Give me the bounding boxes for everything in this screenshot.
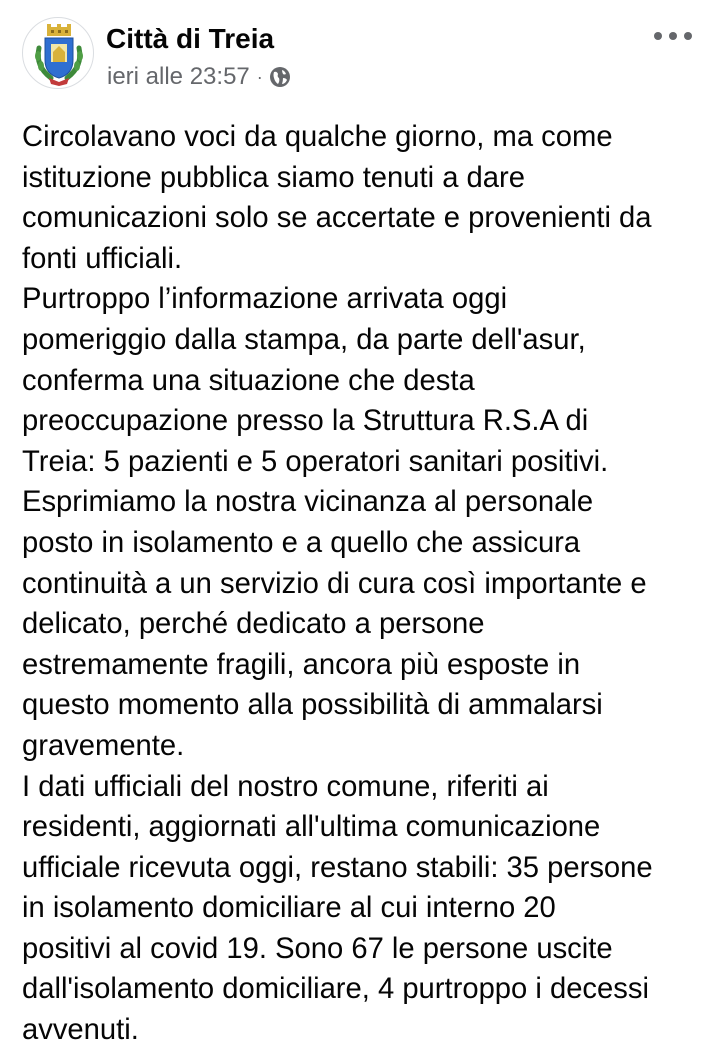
post-text-line: questo momento alla possibilità di ammalarsi: [22, 689, 603, 722]
post-text-line: continuità a un servizio di cura così importante e: [22, 567, 647, 600]
globe-icon[interactable]: [269, 66, 291, 88]
post-text-line: gravemente.: [22, 729, 185, 762]
post-text-line: in isolamento domiciliare al cui interno 20: [22, 892, 556, 925]
dot: [669, 32, 677, 40]
post-text-line: positivi al covid 19. Sono 67 le persone uscite: [22, 932, 613, 965]
post-text-line: conferma una situazione che desta: [22, 364, 475, 397]
post-text-line: istituzione pubblica siamo tenuti a dare: [22, 161, 525, 194]
page-name[interactable]: Città di Treia: [106, 23, 275, 54]
post-text-line: avvenuti.: [22, 1014, 139, 1047]
page-avatar[interactable]: [22, 17, 94, 89]
post-text-line: ufficiale ricevuta oggi, restano stabili: 35 persone: [22, 851, 653, 884]
post-text-line: posto in isolamento e a quello che assicura: [22, 526, 581, 559]
post-text-line: Purtroppo l’informazione arrivata oggi: [22, 283, 508, 316]
post-text-line: delicato, perché dedicato a persone: [22, 608, 485, 641]
post-text-line: Esprimiamo la nostra vicinanza al personale: [22, 486, 594, 519]
post-text-line: pomeriggio dalla stampa, da parte dell'asur,: [22, 323, 586, 356]
post-meta: [107, 62, 291, 92]
post-text-line: dall'isolamento domiciliare, 4 purtroppo i decessi: [22, 973, 649, 1006]
post-text-line: I dati ufficiali del nostro comune, riferiti ai: [22, 770, 549, 803]
post-timestamp[interactable]: ieri alle 23:57: [107, 63, 250, 90]
post-text-line: fonti ufficiali.: [22, 242, 183, 275]
post-text-line: residenti, aggiornati all'ultima comunicazione: [22, 811, 601, 844]
coat-of-arms-icon: [23, 18, 94, 89]
dot: [654, 32, 662, 40]
dot: [684, 32, 692, 40]
post-text-line: preoccupazione presso la Struttura R.S.A di: [22, 405, 589, 438]
post-text-line: estremamente fragili, ancora più esposte in: [22, 648, 581, 681]
post-text-line: Treia: 5 pazienti e 5 operatori sanitari positivi.: [22, 445, 609, 478]
post-text-line: Circolavano voci da qualche giorno, ma come: [22, 121, 613, 153]
more-options-button[interactable]: [654, 26, 692, 46]
meta-separator: ·: [256, 67, 263, 87]
post-text: [22, 117, 712, 1051]
post-text-line: comunicazioni solo se accertate e provenienti da: [22, 202, 652, 235]
